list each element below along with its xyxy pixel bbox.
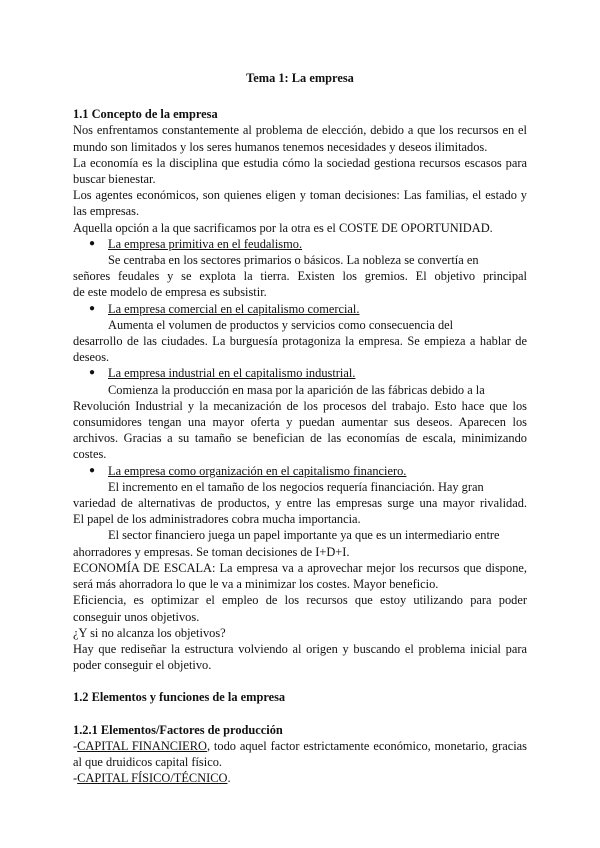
text-line: Revolución Industrial y la mecanización de los procesos del trabajo. Esto hace que los <box>73 398 527 413</box>
text-line: señores feudales y se explota la tierra. Existen los gremios. El objetivo principal <box>73 269 527 284</box>
paragraph: Aquella opción a la que sacrificamos por la otra es el COSTE DE OPORTUNIDAD. <box>73 220 493 235</box>
definition-text: , todo aquel factor estrictamente económico, monetario, gracias al que druidicos capital físico. <box>73 738 527 769</box>
text-line: consumidores tengan una mayor oferta y puedan aumentar sus deseos. Aparecen los <box>73 415 527 430</box>
text-line: El incremento en el tamaño de los negocios requería financiación. Hay gran <box>108 479 484 494</box>
spacer <box>73 706 527 722</box>
text-line: archivos. Gracias a su tamaño se benefician de las economías de escala, minimizando <box>73 431 527 446</box>
definition-text: . <box>227 771 231 786</box>
paragraph: Hay que rediseñar la estructura volviendo al origen y buscando el problema inicial para poder conseguir el objetivo. <box>73 641 527 673</box>
section-heading-1-1: 1.1 Concepto de la empresa <box>73 107 218 122</box>
bullet-icon: ● <box>89 464 96 476</box>
paragraph-capital-fisico <box>73 770 527 786</box>
bullet-item <box>73 365 527 381</box>
spacer <box>73 673 527 689</box>
document-page <box>73 70 527 786</box>
paragraph: Los agentes económicos, son quienes eligen y toman decisiones: Las familias, el estado y las empresas. <box>73 188 527 219</box>
text-line: Aumenta el volumen de productos y servicios como consecuencia del <box>108 317 454 332</box>
bullet-item <box>73 463 527 479</box>
bullet-icon: ● <box>89 367 96 379</box>
text-line: de este modelo de empresa es subsistir. <box>73 285 267 300</box>
bullet-title: La empresa como organización en el capitalismo financiero. <box>108 463 407 478</box>
term-capital-financiero: CAPITAL FINANCIERO <box>77 738 207 753</box>
paragraph: Nos enfrentamos constantemente al problema de elección, debido a que los recursos en el mundo son limitados y los seres humanos tenemos necesidades y deseos ilimitados. <box>73 123 527 154</box>
subsection-heading-1-2-1: 1.2.1 Elementos/Factores de producción <box>73 722 283 737</box>
text-line: deseos. <box>73 350 110 365</box>
paragraph: La economía es la disciplina que estudia cómo la sociedad gestiona recursos escasos para buscar bienestar. <box>73 155 527 187</box>
text-line: El sector financiero juega un papel importante ya que es un intermediario entre <box>108 528 500 543</box>
text-line: costes. <box>73 447 107 462</box>
text-line: El papel de los administradores cobra mucha importancia. <box>73 512 361 527</box>
bullet-title: La empresa comercial en el capitalismo comercial. <box>108 301 360 316</box>
term-capital-fisico: CAPITAL FÍSICO/TÉCNICO <box>77 771 228 786</box>
dash-prefix: - <box>73 771 78 786</box>
bullet-title: La empresa industrial en el capitalismo industrial. <box>108 366 356 381</box>
dash-prefix: - <box>73 738 78 753</box>
document-title: Tema 1: La empresa <box>246 71 354 85</box>
text-line: variedad de alternativas de productos, y entre las empresas surge una mayor rivalidad. <box>73 496 527 511</box>
bullet-item <box>73 301 527 317</box>
paragraph-capital-financiero <box>73 738 527 770</box>
text-line: Se centraba en los sectores primarios o básicos. La nobleza se convertía en <box>108 253 479 268</box>
bullet-item <box>73 236 527 252</box>
bullet-icon: ● <box>89 237 96 249</box>
text-line: ahorradores y empresas. Se toman decisiones de I+D+I. <box>73 544 350 559</box>
section-heading-1-2: 1.2 Elementos y funciones de la empresa <box>73 690 286 705</box>
text-line: desarrollo de las ciudades. La burguesía protagoniza la empresa. Se empieza a hablar de <box>73 334 527 349</box>
bullet-icon: ● <box>89 302 96 314</box>
paragraph: Eficiencia, es optimizar el empleo de los recursos que estoy utilizando para poder conseguir unos objetivos. <box>73 593 527 624</box>
paragraph: ¿Y si no alcanza los objetivos? <box>73 625 226 640</box>
paragraph: ECONOMÍA DE ESCALA: La empresa va a aprovechar mejor los recursos que dispone, será más ahorradora lo que le va a minimizar los costes. Mayor beneficio. <box>73 560 527 592</box>
text-line: Comienza la producción en masa por la aparición de las fábricas debido a la <box>108 382 485 397</box>
bullet-title: La empresa primitiva en el feudalismo. <box>108 236 303 251</box>
